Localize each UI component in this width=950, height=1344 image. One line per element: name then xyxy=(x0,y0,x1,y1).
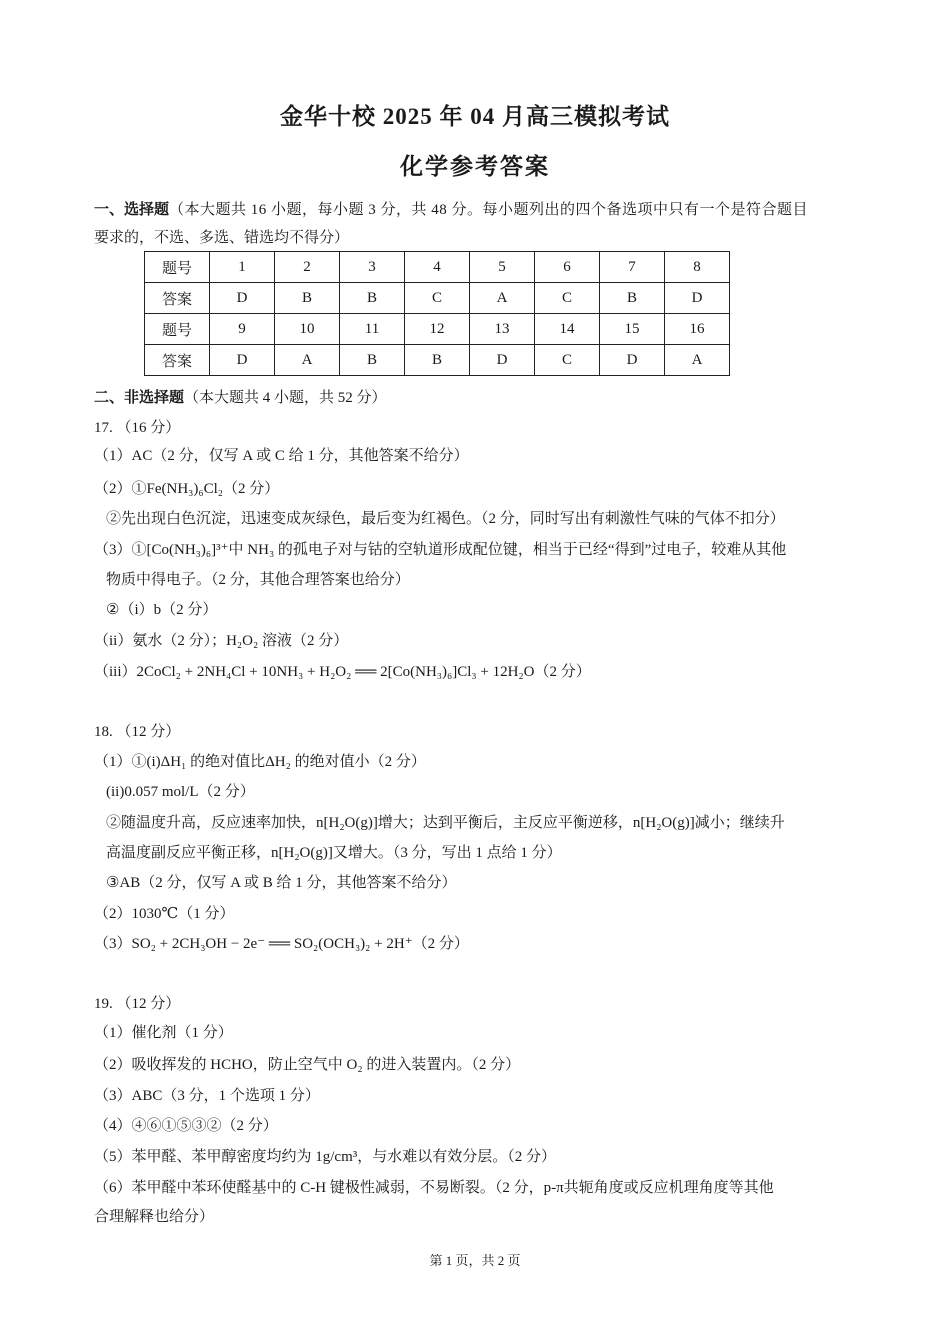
table-row xyxy=(145,345,730,376)
table-row-header: 答案 xyxy=(145,283,210,314)
answer-table xyxy=(144,251,730,376)
table-cell: B xyxy=(340,283,405,314)
section1-note: （本大题共 16 小题，每小题 3 分，共 48 分。每小题列出的四个备选项中只有一个是符合题目 xyxy=(169,202,809,218)
q19-line7: 合理解释也给分） xyxy=(94,1209,215,1225)
q17-line7: （ii）氨水（2 分）；H₂O₂ 溶液（2 分） xyxy=(94,633,349,649)
q17-line3: ②先出现白色沉淀，迅速变成灰绿色，最后变为红褐色。（2 分，同时写出有刺激性气味的气体不扣分） xyxy=(106,511,785,527)
table-cell: B xyxy=(600,283,665,314)
q19-line2: （2）吸收挥发的 HCHO，防止空气中 O₂ 的进入装置内。（2 分） xyxy=(94,1057,521,1073)
q17-line6: ②（i）b（2 分） xyxy=(106,602,218,618)
table-cell: C xyxy=(535,345,600,376)
table-cell: B xyxy=(275,283,340,314)
q18-line3: ②随温度升高，反应速率加快，n[H₂O(g)]增大；达到平衡后，主反应平衡逆移，n[H₂O(g)]减小；继续升 xyxy=(106,815,785,831)
table-cell: 8 xyxy=(665,252,730,283)
table-cell: 7 xyxy=(600,252,665,283)
table-cell: 13 xyxy=(470,314,535,345)
section2-note: （本大题共 4 小题，共 52 分） xyxy=(184,390,387,406)
table-cell: A xyxy=(275,345,340,376)
q18-line5: ③AB（2 分，仅写 A 或 B 给 1 分，其他答案不给分） xyxy=(106,875,457,891)
table-cell: A xyxy=(470,283,535,314)
table-cell: 14 xyxy=(535,314,600,345)
table-row xyxy=(145,314,730,345)
table-cell: 12 xyxy=(405,314,470,345)
q18-title: 18. （12 分） xyxy=(94,724,181,740)
q17-line2: （2）①Fe(NH₃)₆Cl₂（2 分） xyxy=(94,481,280,497)
q19-title: 19. （12 分） xyxy=(94,996,181,1012)
table-cell: D xyxy=(210,283,275,314)
table-cell: C xyxy=(535,283,600,314)
q17-line4: （3）①[Co(NH₃)₆]³⁺中 NH₃ 的孤电子对与钴的空轨道形成配位键，相当于已经“得到”过电子，较难从其他 xyxy=(94,542,787,558)
q18-line2: (ii)0.057 mol/L（2 分） xyxy=(106,784,255,800)
table-row xyxy=(145,283,730,314)
q17-title: 17. （16 分） xyxy=(94,420,181,436)
q18-line1: （1）①(i)ΔH₁ 的绝对值比ΔH₂ 的绝对值小（2 分） xyxy=(94,754,426,770)
page-subtitle: 化学参考答案 xyxy=(400,154,550,179)
q19-line6: （6）苯甲醛中苯环使醛基中的 C-H 键极性减弱，不易断裂。（2 分，p-π共轭角度或反应机理角度等其他 xyxy=(94,1180,774,1196)
page-footer: 第 1 页，共 2 页 xyxy=(429,1253,521,1268)
table-cell: 15 xyxy=(600,314,665,345)
table-cell: 9 xyxy=(210,314,275,345)
q17-line8: （iii）2CoCl₂ + 2NH₄Cl + 10NH₃ + H₂O₂ ══ 2[Co(NH₃)₆]Cl₃ + 12H₂O（2 分） xyxy=(94,664,591,680)
q18-line7: （3）SO₂ + 2CH₃OH − 2e⁻ ══ SO₂(OCH₃)₂ + 2H⁺（2 分） xyxy=(94,936,469,952)
q19-line1: （1）催化剂（1 分） xyxy=(94,1025,233,1041)
table-cell: 6 xyxy=(535,252,600,283)
table-cell: 16 xyxy=(665,314,730,345)
table-cell: 1 xyxy=(210,252,275,283)
q19-line3: （3）ABC（3 分，1 个选项 1 分） xyxy=(94,1088,320,1104)
table-cell: D xyxy=(665,283,730,314)
q19-line4: （4）④⑥①⑤③②（2 分） xyxy=(94,1118,278,1134)
table-cell: 4 xyxy=(405,252,470,283)
table-cell: B xyxy=(405,345,470,376)
section2-heading: 二、非选择题 xyxy=(94,390,185,406)
section1-note-line2: 要求的，不选、多选、错选均不得分） xyxy=(94,230,350,246)
q17-line5: 物质中得电子。（2 分，其他合理答案也给分） xyxy=(106,572,410,588)
section2-heading-line xyxy=(94,388,387,408)
table-cell: D xyxy=(470,345,535,376)
q18-line6: （2）1030℃（1 分） xyxy=(94,906,235,922)
table-cell: 11 xyxy=(340,314,405,345)
q19-line5: （5）苯甲醛、苯甲醇密度均约为 1g/cm³，与水难以有效分层。（2 分） xyxy=(94,1149,556,1165)
table-row-header: 题号 xyxy=(145,252,210,283)
table-cell: 5 xyxy=(470,252,535,283)
table-cell: 2 xyxy=(275,252,340,283)
table-cell: 10 xyxy=(275,314,340,345)
q18-line4: 高温度副反应平衡正移，n[H₂O(g)]又增大。（3 分，写出 1 点给 1 分） xyxy=(106,845,562,861)
section1-heading: 一、选择题 xyxy=(94,202,170,218)
table-cell: C xyxy=(405,283,470,314)
table-cell: D xyxy=(600,345,665,376)
table-cell: A xyxy=(665,345,730,376)
section1-heading-line xyxy=(94,200,808,220)
table-row xyxy=(145,252,730,283)
table-cell: B xyxy=(340,345,405,376)
page-title: 金华十校 2025 年 04 月高三模拟考试 xyxy=(280,104,670,129)
q17-line1: （1）AC（2 分，仅写 A 或 C 给 1 分，其他答案不给分） xyxy=(94,448,469,464)
table-cell: 3 xyxy=(340,252,405,283)
table-cell: D xyxy=(210,345,275,376)
table-row-header: 答案 xyxy=(145,345,210,376)
table-row-header: 题号 xyxy=(145,314,210,345)
